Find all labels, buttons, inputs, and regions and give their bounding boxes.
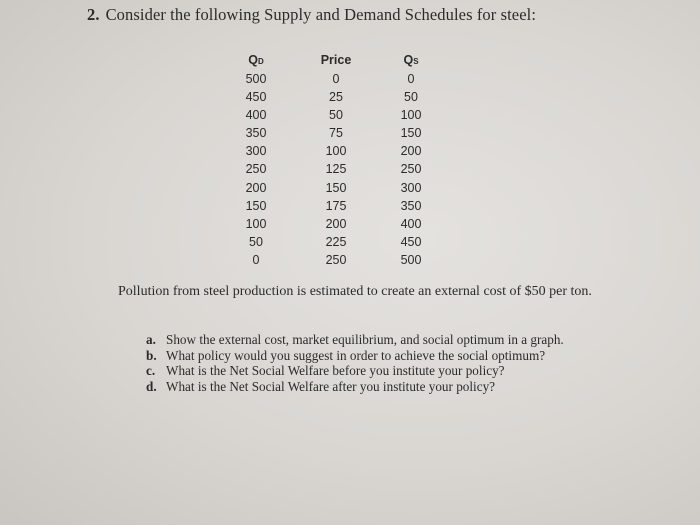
table-cell: 300 (245, 144, 267, 159)
table-cell: 200 (245, 180, 267, 195)
table-cell: 150 (325, 180, 347, 195)
table-cell: 125 (325, 162, 347, 177)
sub-question-text: What policy would you suggest in order to achieve the social optimum? (166, 347, 546, 363)
table-cell: 0 (332, 72, 340, 86)
sub-question (146, 380, 606, 395)
sub-question-text: What is the Net Social Welfare before you institute your policy? (166, 363, 505, 378)
table-cell: 250 (245, 162, 267, 177)
table-cell: 250 (325, 252, 347, 267)
qs-column (391, 50, 431, 269)
table-cell: 350 (400, 198, 422, 213)
sub-question-label: a. (146, 332, 156, 347)
qd-column (238, 50, 274, 269)
price-column (308, 50, 364, 269)
qd-header: QD (248, 53, 264, 67)
table-cell: 450 (245, 90, 267, 105)
table-cell: 200 (325, 216, 347, 231)
table-cell: 25 (329, 90, 343, 105)
table-cell: 100 (245, 216, 267, 231)
qd-values (238, 70, 274, 269)
table-cell: 50 (249, 234, 263, 249)
table-cell: 300 (400, 180, 422, 195)
table-cell: 150 (245, 198, 267, 213)
pollution-paragraph: Pollution from steel production is estimated to create an external cost of $50 per ton. (118, 284, 592, 299)
table-cell: 350 (245, 126, 267, 141)
sub-question (146, 349, 606, 364)
question-number: 2. (87, 5, 100, 24)
table-cell: 0 (252, 252, 260, 267)
table-cell: 250 (400, 162, 422, 177)
sub-question-text: What is the Net Social Welfare after you institute your policy? (166, 378, 496, 394)
sub-question-text: Show the external cost, market equilibrium, and social optimum in a graph. (166, 332, 564, 347)
price-values (308, 70, 364, 269)
table-cell: 50 (329, 108, 343, 123)
sub-question (146, 333, 606, 348)
table-cell: 50 (404, 90, 418, 105)
qs-header: QS (403, 53, 419, 67)
table-cell: 400 (400, 216, 422, 231)
sub-question-list (146, 333, 606, 395)
question-text: Consider the following Supply and Demand Schedules for steel: (105, 5, 537, 24)
table-cell: 175 (325, 198, 347, 213)
table-cell: 500 (245, 72, 267, 86)
table-cell: 400 (245, 108, 267, 123)
sub-question-label: c. (146, 363, 156, 378)
table-cell: 0 (407, 72, 415, 86)
table-cell: 225 (325, 234, 347, 249)
table-cell: 450 (400, 234, 422, 249)
table-cell: 100 (325, 144, 347, 159)
sub-question-label: d. (146, 378, 157, 394)
table-cell: 100 (400, 108, 422, 123)
sub-question (146, 364, 606, 379)
table-cell: 200 (400, 144, 422, 159)
question-heading (87, 5, 536, 25)
sub-question-label: b. (146, 347, 157, 363)
table-cell: 500 (400, 252, 422, 267)
qs-values (391, 70, 431, 269)
table-cell: 150 (400, 126, 422, 141)
table-cell: 75 (329, 126, 343, 141)
price-header: Price (320, 53, 352, 67)
